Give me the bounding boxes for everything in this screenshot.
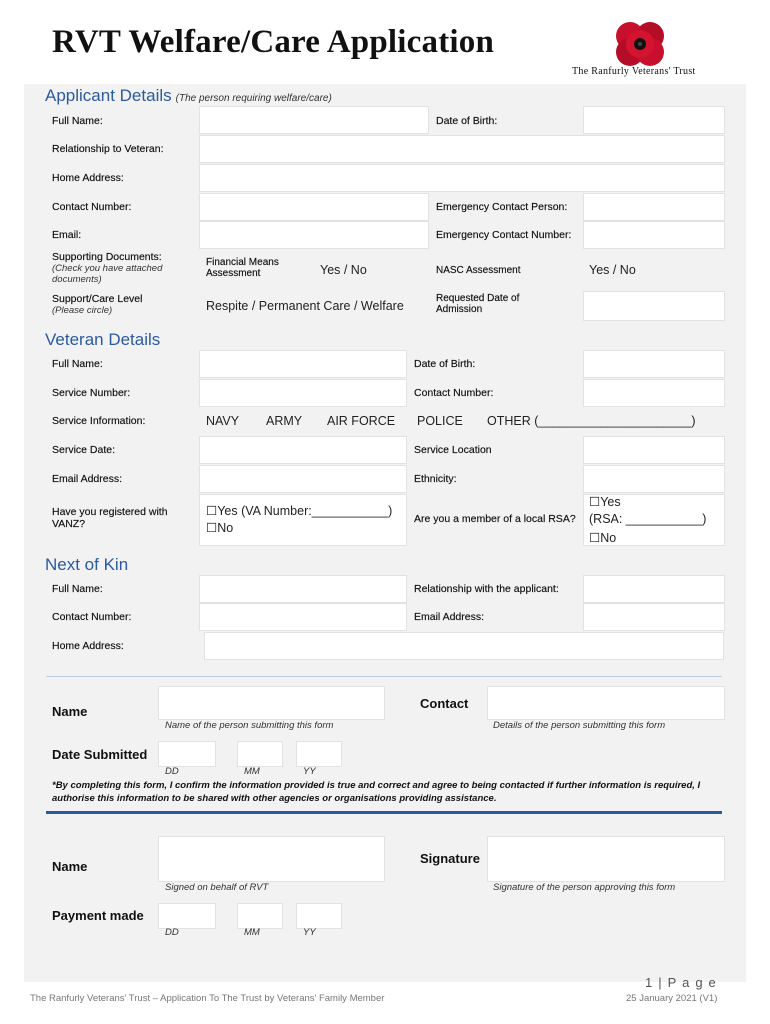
office-use-divider xyxy=(46,811,722,814)
veteran-full-name-field[interactable] xyxy=(199,350,407,378)
ethnicity-field[interactable] xyxy=(583,465,725,493)
section-divider xyxy=(46,676,722,677)
option-police[interactable]: POLICE xyxy=(417,414,463,428)
payment-year-caption: YY xyxy=(303,927,316,938)
footer-date: 25 January 2021 (V1) xyxy=(626,993,718,1004)
financial-assessment-choice[interactable]: Yes / No xyxy=(320,263,367,277)
page-number: 1 | P a g e xyxy=(645,975,717,990)
checkbox-icon: ☐ xyxy=(206,504,218,518)
veteran-contact-label: Contact Number: xyxy=(414,387,494,399)
service-location-label: Service Location xyxy=(414,444,492,456)
payment-year-field[interactable] xyxy=(296,903,342,929)
submitter-name-label: Name xyxy=(52,704,88,719)
emergency-person-field[interactable] xyxy=(583,193,725,221)
submit-day-field[interactable] xyxy=(158,741,216,767)
rsa-no-option[interactable]: ☐No xyxy=(589,531,617,545)
applicant-full-name-field[interactable] xyxy=(199,106,429,134)
kin-contact-label: Contact Number: xyxy=(52,611,132,623)
requested-date-field[interactable] xyxy=(583,291,725,321)
footer-left: The Ranfurly Veterans' Trust – Application To The Trust by Veterans' Family Member xyxy=(30,993,385,1004)
rsa-detail[interactable]: (RSA: ___________) xyxy=(589,512,707,526)
supporting-docs-note: (Check you have attached documents) xyxy=(52,263,163,285)
ethnicity-label: Ethnicity: xyxy=(414,473,457,485)
checkbox-icon: ☐ xyxy=(589,495,601,509)
submit-year-field[interactable] xyxy=(296,741,342,767)
support-level-note: (Please circle) xyxy=(52,305,113,316)
rsa-yes-option[interactable]: ☐Yes xyxy=(589,495,621,509)
service-info-label: Service Information: xyxy=(52,415,146,427)
declaration-text: *By completing this form, I confirm the information provided is true and correct and agree to being contacted if further information is required, I authorise this information to be shared with other agencies or organisations providing assistance. xyxy=(52,780,701,804)
requested-date-label: Requested Date of Admission xyxy=(436,293,520,315)
financial-assessment-label: Financial Means Assessment xyxy=(206,257,279,279)
rsa-label: Are you a member of a local RSA? xyxy=(414,513,576,525)
veteran-dob-label: Date of Birth: xyxy=(414,358,476,370)
payment-made-label: Payment made xyxy=(52,908,144,923)
nasc-assessment-choice[interactable]: Yes / No xyxy=(589,263,636,277)
kin-address-label: Home Address: xyxy=(52,640,124,652)
kin-address-field[interactable] xyxy=(204,632,724,660)
emergency-number-field[interactable] xyxy=(583,221,725,249)
kin-heading: Next of Kin xyxy=(45,555,129,574)
veteran-dob-field[interactable] xyxy=(583,350,725,378)
kin-contact-field[interactable] xyxy=(199,603,407,631)
service-number-label: Service Number: xyxy=(52,387,131,399)
applicant-heading: Applicant Details (The person requiring welfare/care) xyxy=(45,86,332,105)
payment-day-caption: DD xyxy=(165,927,179,938)
date-submitted-label: Date Submitted xyxy=(52,747,148,762)
signature-label: Signature xyxy=(420,851,480,866)
signature-field[interactable] xyxy=(487,836,725,882)
rvt-name-caption: Signed on behalf of RVT xyxy=(165,882,269,893)
veteran-email-label: Email Address: xyxy=(52,473,123,485)
kin-relationship-field[interactable] xyxy=(583,575,725,603)
option-air-force[interactable]: AIR FORCE xyxy=(327,414,396,428)
applicant-full-name-label: Full Name: xyxy=(52,115,103,127)
service-date-label: Service Date: xyxy=(52,444,116,456)
kin-full-name-field[interactable] xyxy=(199,575,407,603)
submit-month-field[interactable] xyxy=(237,741,283,767)
vanz-yes-option[interactable]: ☐Yes (VA Number:___________) xyxy=(206,504,393,518)
veteran-email-field[interactable] xyxy=(199,465,407,493)
rvt-name-field[interactable] xyxy=(158,836,385,882)
nasc-assessment-label: NASC Assessment xyxy=(436,265,521,276)
supporting-docs-label: Supporting Documents: (Check you have attached documents) xyxy=(52,251,192,285)
veteran-contact-field[interactable] xyxy=(583,379,725,407)
support-level-options[interactable]: Respite / Permanent Care / Welfare xyxy=(206,299,404,313)
support-level-label: Support/Care Level (Please circle) xyxy=(52,293,192,316)
org-name: The Ranfurly Veterans' Trust xyxy=(572,66,696,77)
applicant-address-label: Home Address: xyxy=(52,172,124,184)
form-title: RVT Welfare/Care Application xyxy=(52,24,495,60)
applicant-dob-field[interactable] xyxy=(583,106,725,134)
payment-month-field[interactable] xyxy=(237,903,283,929)
applicant-contact-label: Contact Number: xyxy=(52,201,132,213)
kin-full-name-label: Full Name: xyxy=(52,583,103,595)
kin-relationship-label: Relationship with the applicant: xyxy=(414,583,559,595)
submitter-contact-label: Contact xyxy=(420,696,469,711)
option-other[interactable]: OTHER (______________________) xyxy=(487,414,696,428)
poppy-logo-icon xyxy=(612,14,668,70)
checkbox-icon: ☐ xyxy=(206,521,218,535)
veteran-full-name-label: Full Name: xyxy=(52,358,103,370)
option-army[interactable]: ARMY xyxy=(266,414,303,428)
service-location-field[interactable] xyxy=(583,436,725,464)
applicant-address-field[interactable] xyxy=(199,164,725,192)
applicant-contact-field[interactable] xyxy=(199,193,429,221)
vanz-no-option[interactable]: ☐No xyxy=(206,521,234,535)
day-caption: DD xyxy=(165,766,179,777)
emergency-person-label: Emergency Contact Person: xyxy=(436,201,568,213)
applicant-email-label: Email: xyxy=(52,229,82,241)
veteran-heading: Veteran Details xyxy=(45,330,161,349)
emergency-number-label: Emergency Contact Number: xyxy=(436,229,572,241)
payment-day-field[interactable] xyxy=(158,903,216,929)
month-caption: MM xyxy=(244,766,260,777)
checkbox-icon: ☐ xyxy=(589,531,601,545)
year-caption: YY xyxy=(303,766,316,777)
kin-email-field[interactable] xyxy=(583,603,725,631)
relationship-field[interactable] xyxy=(199,135,725,163)
payment-month-caption: MM xyxy=(244,927,260,938)
rvt-name-label: Name xyxy=(52,859,88,874)
signature-caption: Signature of the person approving this form xyxy=(493,882,676,893)
applicant-subheading: (The person requiring welfare/care) xyxy=(175,93,332,104)
applicant-email-field[interactable] xyxy=(199,221,429,249)
relationship-label: Relationship to Veteran: xyxy=(52,143,164,155)
kin-email-label: Email Address: xyxy=(414,611,485,623)
submitter-name-caption: Name of the person submitting this form xyxy=(165,720,334,731)
applicant-dob-label: Date of Birth: xyxy=(436,115,498,127)
vanz-label: Have you registered with VANZ? xyxy=(52,506,168,530)
submitter-contact-field[interactable] xyxy=(487,686,725,720)
service-date-field[interactable] xyxy=(199,436,407,464)
submitter-name-field[interactable] xyxy=(158,686,385,720)
submitter-contact-caption: Details of the person submitting this form xyxy=(493,720,666,731)
service-number-field[interactable] xyxy=(199,379,407,407)
option-navy[interactable]: NAVY xyxy=(206,414,240,428)
